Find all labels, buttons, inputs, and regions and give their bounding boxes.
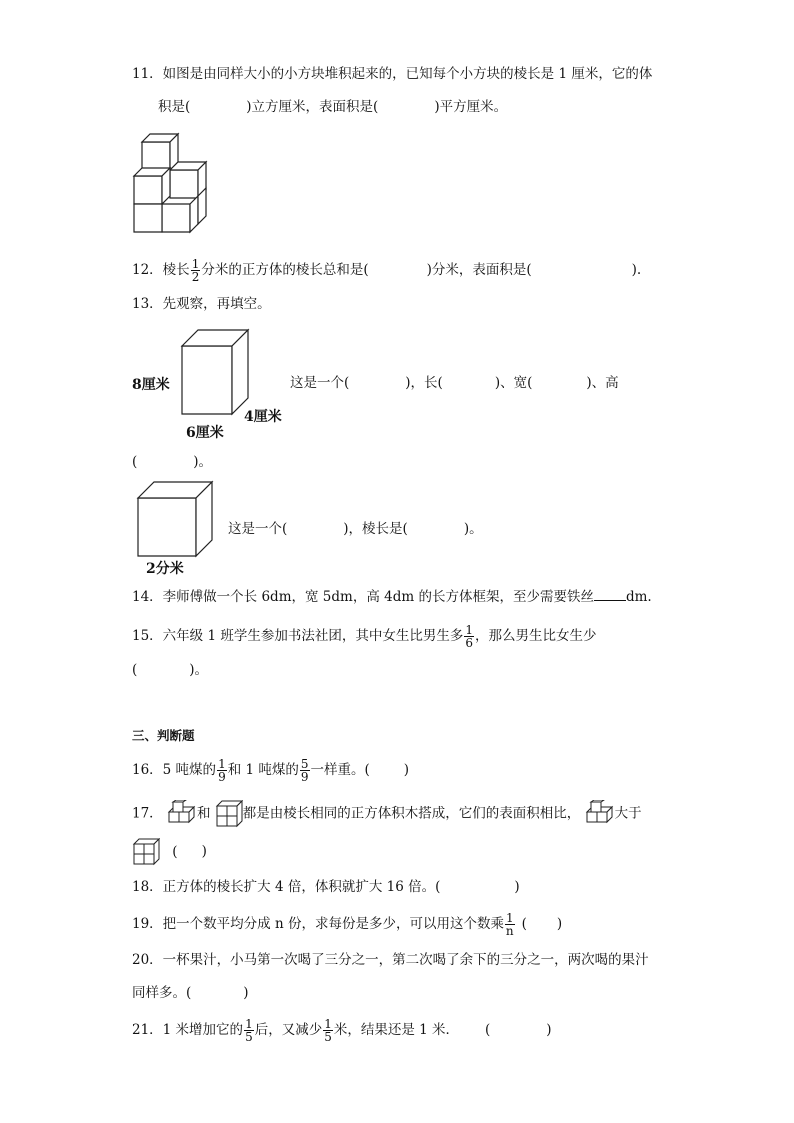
q17-text-b: 和 <box>196 805 211 822</box>
q14-blank[interactable] <box>594 588 626 601</box>
q16-text-c: 一样重。( <box>310 762 370 778</box>
q17-line2 <box>132 838 207 866</box>
q14-text-b: dm. <box>625 589 652 605</box>
cuboid-figure <box>176 326 256 418</box>
q12-text-a: 12．棱长 <box>132 262 190 278</box>
q11-text-a: 积是( <box>158 99 191 115</box>
q18-text-b: ) <box>514 879 520 895</box>
q13-box-text-b: )，长( <box>405 375 443 391</box>
cube-edge-label: 2分米 <box>146 561 184 577</box>
q13-cube-line <box>228 519 483 539</box>
q11-line1: 11．如图是由同样大小的小方块堆积起来的，已知每个小方块的棱长是 1 厘米，它的体 <box>132 66 653 82</box>
q20-line1: 20．一杯果汁，小马第一次喝了三分之一，第二次喝了余下的三分之一，两次喝的果汁 <box>132 952 649 968</box>
q17-text-e-a: ( <box>172 843 178 860</box>
q21-text-e: ) <box>546 1022 552 1038</box>
q21-fraction-1 <box>244 1018 254 1043</box>
q12-text-c: )分米，表面积是( <box>426 262 532 278</box>
q13-box-text-d: )、高 <box>586 375 619 391</box>
q16-frac2-den: 9 <box>300 770 309 784</box>
q13-cube-text-a: 这是一个( <box>228 521 288 537</box>
q20-text-b: ) <box>243 985 249 1001</box>
section-3-title: 三、判断题 <box>132 728 195 743</box>
q16-text-b: 和 1 吨煤的 <box>227 762 299 778</box>
q17-text-d: 大于 <box>614 805 642 822</box>
q15-text-c-a: ( <box>132 662 138 678</box>
cube-stack-a-icon <box>585 800 615 828</box>
q19-text-b: ( <box>521 916 527 932</box>
q13-box-text-a: 这是一个( <box>290 375 350 391</box>
q13-box-line <box>290 373 619 393</box>
q12-frac-den: 2 <box>191 270 200 284</box>
q21-line <box>132 1018 552 1043</box>
q13-title: 13．先观察，再填空。 <box>132 296 271 312</box>
q18-text-a: 18．正方体的棱长扩大 4 倍，体积就扩大 16 倍。( <box>132 879 441 895</box>
q21-text-d: ( <box>485 1022 491 1038</box>
q17-text-a: 17． <box>132 805 163 822</box>
cube-stack-a-icon <box>167 800 197 828</box>
q16-frac2-num: 5 <box>300 757 309 771</box>
q11-text-b: )立方厘米，表面积是( <box>246 99 379 115</box>
q21-text-a: 21．1 米增加它的 <box>132 1022 244 1038</box>
q19-frac-num: 1 <box>505 911 514 925</box>
q15-text-a: 15．六年级 1 班学生参加书法社团，其中女生比男生多 <box>132 628 464 644</box>
q15-line2 <box>132 660 208 680</box>
q21-text-c: 米，结果还是 1 米． <box>333 1022 460 1038</box>
q15-frac-num: 1 <box>465 623 473 637</box>
cuboid-width-label: 4厘米 <box>244 409 282 425</box>
q20-text-a: 同样多。( <box>132 985 192 1001</box>
q19-fraction <box>505 912 515 937</box>
q12-line <box>132 258 641 283</box>
q20-line2 <box>132 983 249 1003</box>
q16-line <box>132 758 409 783</box>
q17-line1 <box>132 800 642 828</box>
q21-text-b: 后，又减少 <box>254 1022 323 1038</box>
q15-line1 <box>132 624 597 649</box>
q16-text-d: ) <box>403 762 410 778</box>
cube-stack-b-icon <box>132 838 160 866</box>
cube-figure <box>134 478 218 560</box>
q15-text-c-b: )。 <box>189 662 209 678</box>
q13-cube-text-c: )。 <box>463 521 483 537</box>
q13-box-text-c: )、宽( <box>494 375 533 391</box>
q12-text-b: 分米的正方体的棱长总和是( <box>201 262 369 278</box>
q11-text-c: )平方厘米。 <box>434 99 508 115</box>
q12-fraction <box>191 258 201 283</box>
q16-frac1-den: 9 <box>218 770 226 784</box>
q21-frac2-den: 5 <box>324 1030 332 1044</box>
stacked-cubes-figure <box>130 130 214 240</box>
q16-text-a: 16．5 吨煤的 <box>132 762 217 778</box>
q19-frac-den: n <box>505 924 514 938</box>
q14-line <box>132 587 652 607</box>
q21-fraction-2 <box>323 1018 333 1043</box>
q17-text-c: 都是由棱长相同的正方体积木搭成，它们的表面积相比， <box>242 805 581 822</box>
q18-line <box>132 877 520 897</box>
q19-text-c: ) <box>556 916 563 932</box>
q19-line <box>132 912 562 937</box>
q12-frac-num: 1 <box>191 257 200 271</box>
q15-fraction <box>464 624 474 649</box>
q16-frac1-num: 1 <box>218 757 226 771</box>
q21-frac1-den: 5 <box>245 1030 253 1044</box>
q13-box-line2 <box>132 452 212 472</box>
q13-cube-text-b: )，棱长是( <box>343 521 408 537</box>
q11-line2 <box>158 97 507 117</box>
cuboid-height-label: 8厘米 <box>132 377 170 393</box>
q19-text-a: 19．把一个数平均分成 n 份，求每份是多少，可以用这个数乘 <box>132 916 504 932</box>
q15-frac-den: 6 <box>465 636 473 650</box>
q15-text-b: ，那么男生比女生少 <box>475 628 597 644</box>
cuboid-length-label: 6厘米 <box>186 425 224 441</box>
q12-text-d: ). <box>631 262 642 278</box>
q16-fraction-2 <box>300 758 310 783</box>
q17-text-e-b: ) <box>201 843 207 860</box>
q21-frac1-num: 1 <box>245 1017 253 1031</box>
q13-box-text-e-a: ( <box>132 454 138 470</box>
q14-text-a: 14．李师傅做一个长 6dm，宽 5dm，高 4dm 的长方体框架，至少需要铁丝 <box>132 589 594 605</box>
q21-frac2-num: 1 <box>324 1017 332 1031</box>
q13-box-text-e-b: )。 <box>193 454 213 470</box>
cube-stack-b-icon <box>215 800 243 828</box>
q16-fraction-1 <box>217 758 227 783</box>
